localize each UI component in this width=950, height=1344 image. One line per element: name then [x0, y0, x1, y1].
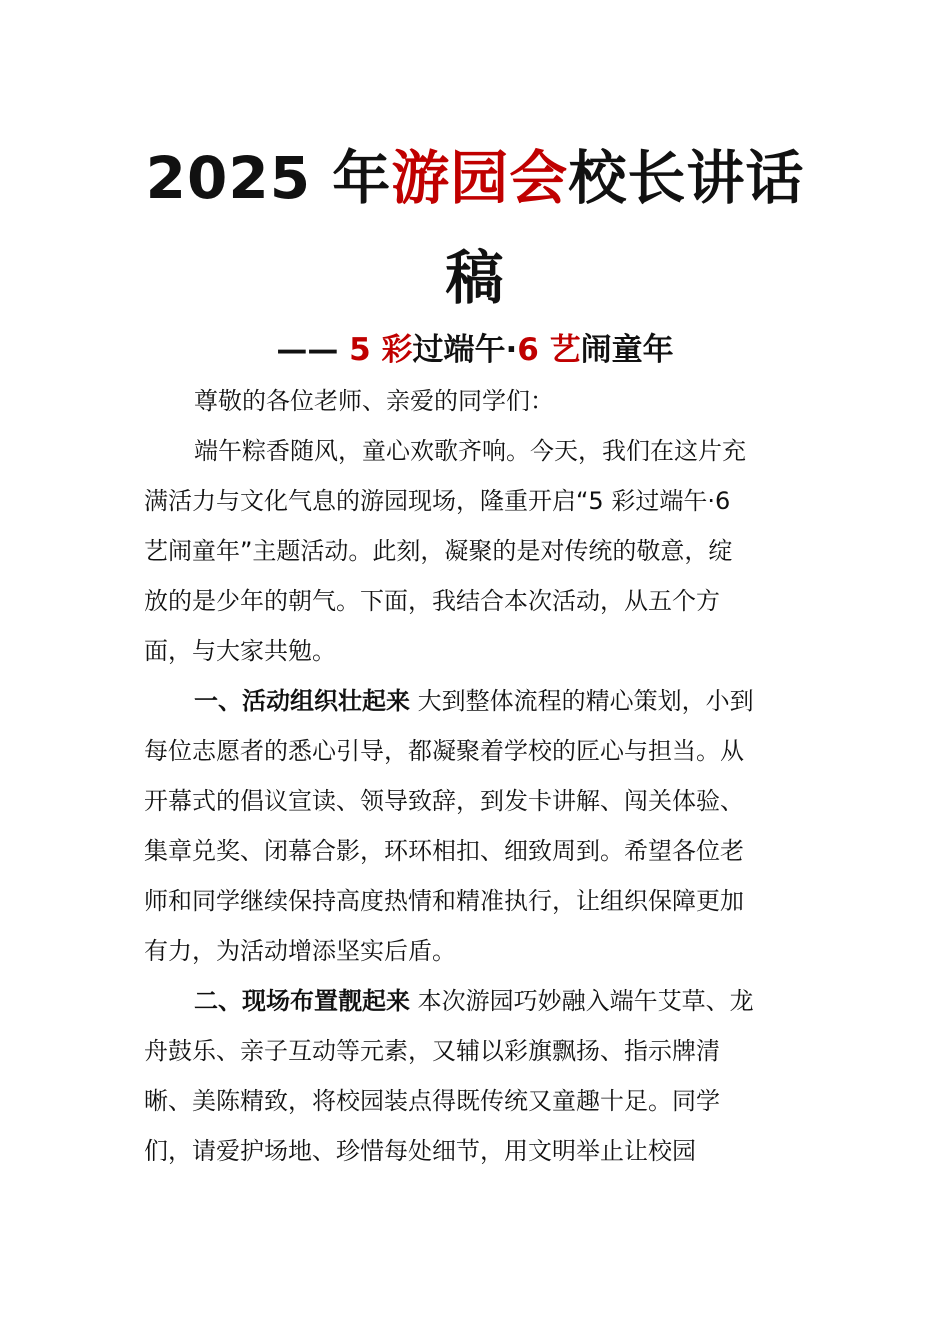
subtitle-number-2: 6 艺 [517, 332, 581, 368]
document-body [144, 376, 804, 1176]
title-year: 2025 年 [145, 144, 392, 212]
section-1-text: 大到整体流程的精心策划，小到 [410, 687, 754, 715]
intro-line: 端午粽香随风，童心欢歌齐响。今天，我们在这片充 [194, 437, 746, 465]
subtitle-number-1: 5 彩 [349, 332, 413, 368]
section-2-line: 晰、美陈精致，将校园装点得既传统又童趣十足。同学 [144, 1087, 720, 1115]
section-2-text: 本次游园巧妙融入端午艾草、龙 [410, 987, 754, 1015]
section-1-line: 有力，为活动增添坚实后盾。 [144, 937, 456, 965]
title-highlight: 游园会 [391, 144, 569, 212]
section-1-line: 集章兑奖、闭幕合影，环环相扣、细致周到。希望各位老 [144, 837, 744, 865]
document-subtitle [130, 328, 820, 372]
title-rest: 校长讲话 [568, 144, 805, 212]
subtitle-part-2: 闹童年 [580, 332, 674, 368]
intro-line: 满活力与文化气息的游园现场，隆重开启“5 彩过端午·6 [144, 487, 731, 515]
section-2-line: 舟鼓乐、亲子互动等元素，又辅以彩旗飘扬、指示牌清 [144, 1037, 720, 1065]
section-1-heading: 一、活动组织壮起来 [194, 687, 410, 715]
intro-line: 艺闹童年”主题活动。此刻，凝聚的是对传统的敬意，绽 [144, 537, 733, 565]
section-1-line: 开幕式的倡议宣读、领导致辞，到发卡讲解、闯关体验、 [144, 787, 744, 815]
section-1-line: 师和同学继续保持高度热情和精准执行，让组织保障更加 [144, 887, 744, 915]
section-1-first-line [144, 676, 804, 726]
document-title-line-2: 稿 [445, 244, 505, 312]
intro-line: 放的是少年的朝气。下面，我结合本次活动，从五个方 [144, 587, 720, 615]
document-title-line-1 [130, 143, 820, 213]
section-1-line: 每位志愿者的悉心引导，都凝聚着学校的匠心与担当。从 [144, 737, 744, 765]
section-2-heading: 二、现场布置靓起来 [194, 987, 410, 1015]
section-2-line: 们，请爱护场地、珍惜每处细节，用文明举止让校园 [144, 1137, 696, 1165]
subtitle-part-1: 过端午· [412, 332, 518, 368]
greeting: 尊敬的各位老师、亲爱的同学们： [194, 387, 554, 415]
subtitle-dash: —— [276, 332, 350, 368]
intro-line: 面，与大家共勉。 [144, 637, 336, 665]
section-2-first-line [144, 976, 804, 1026]
